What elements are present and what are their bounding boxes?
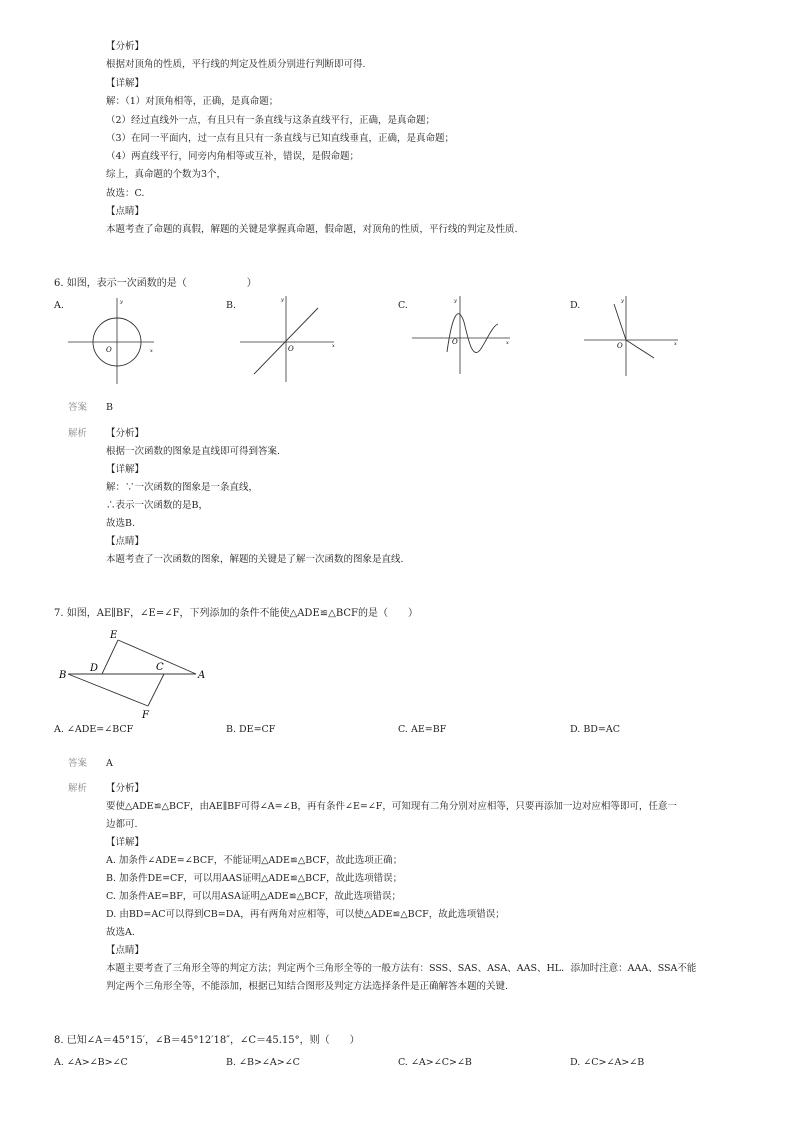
option-b: B. ∠B>∠A>∠C: [226, 1057, 300, 1068]
analysis-tag: 【分析】: [106, 41, 145, 52]
detail-line: 综上，真命题的个数为3个，: [106, 169, 227, 180]
y-axis-label: y: [621, 298, 624, 304]
point-e: E: [110, 630, 118, 641]
point-f: F: [142, 710, 149, 721]
analysis-tag: 【分析】: [106, 783, 145, 794]
y-axis-label: y: [281, 297, 284, 303]
point-b: B: [59, 670, 67, 681]
point-c: C: [156, 662, 164, 673]
detail-tag: 【详解】: [106, 464, 145, 475]
option-d: D. ∠C>∠A>∠B: [570, 1057, 645, 1068]
analysis-text: 根据一次函数的图象是直线即可得到答案.: [106, 446, 281, 457]
x-axis-label: x: [332, 343, 335, 349]
detail-line: （3）在同一平面内，过一点有且只有一条直线与已知直线垂直，正确，是真命题；: [106, 133, 455, 144]
detail-line: 解：（1）对顶角相等，正确，是真命题；: [106, 96, 279, 107]
detail-line: 故选B.: [106, 518, 136, 529]
question-7-stem: 7. 如图，AE∥BF，∠E=∠F，下列添加的条件不能使△ADE≌△BCF的是（ ）: [54, 608, 418, 619]
comment-text: 本题主要考查了三角形全等的判定方法；判定两个三角形全等的一般方法有：SSS、SAS、ASA、AAS、HL．添加时注意：AAA、SSA不能: [106, 963, 697, 974]
detail-line: 解：∵一次函数的图象是一条直线，: [106, 482, 259, 493]
detail-tag: 【详解】: [106, 837, 145, 848]
option-c-label: C.: [398, 300, 408, 311]
answer-value: B: [106, 402, 113, 413]
triangle-figure: [56, 626, 216, 722]
origin-label: O: [106, 346, 112, 354]
explanation-label: 解析: [68, 428, 88, 439]
origin-label: O: [617, 342, 623, 350]
analysis-text: 根据对顶角的性质，平行线的判定及性质分别进行判断即可得.: [106, 59, 366, 70]
option-c: C. ∠A>∠C>∠B: [398, 1057, 472, 1068]
comment-tag: 【点睛】: [106, 945, 145, 956]
option-a: A. ∠ADE=∠BCF: [54, 724, 134, 735]
detail-line: C. 加条件AE=BF，可以用ASA证明△ADE≌△BCF，故此选项错误；: [106, 891, 402, 902]
y-axis-label: y: [120, 299, 123, 305]
option-b-label: B.: [226, 300, 237, 311]
detail-tag: 【详解】: [106, 78, 145, 89]
detail-line: ∴表示一次函数的是B，: [106, 500, 208, 511]
explanation-label: 解析: [68, 783, 88, 794]
comment-text: 本题考查了命题的真假，解题的关键是掌握真命题，假命题，对顶角的性质，平行线的判定及性质.: [106, 224, 518, 235]
comment-tag: 【点睛】: [106, 206, 145, 217]
analysis-text: 边都可.: [106, 819, 138, 830]
option-b: B. DE=CF: [226, 724, 276, 735]
origin-label: O: [452, 338, 458, 346]
x-axis-label: x: [674, 341, 677, 347]
origin-label: O: [288, 345, 294, 353]
detail-line: B. 加条件DE=CF，可以用AAS证明△ADE≌△BCF，故此选项错误；: [106, 873, 403, 884]
answer-label: 答案: [68, 758, 88, 769]
analysis-tag: 【分析】: [106, 428, 145, 439]
detail-line: 故选：C.: [106, 188, 145, 199]
comment-text: 判定两个三角形全等，不能添加，根据已知结合图形及判定方法选择条件是正确解答本题的关键.: [106, 981, 509, 992]
option-a-label: A.: [54, 300, 64, 311]
point-d: D: [90, 663, 99, 674]
question-6-stem: 6. 如图，表示一次函数的是（ ）: [54, 278, 257, 289]
graph-b-line: [240, 294, 340, 386]
detail-line: （2）经过直线外一点，有且只有一条直线与这条直线平行，正确，是真命题；: [106, 115, 436, 126]
graph-a-circle: [68, 294, 168, 386]
answer-value: A: [106, 758, 113, 769]
option-c: C. AE=BF: [398, 724, 447, 735]
graph-c-curve: [412, 294, 512, 376]
point-a: A: [198, 670, 206, 681]
detail-line: （4）两直线平行，同旁内角相等或互补，错误，是假命题；: [106, 151, 360, 162]
detail-line: A. 加条件∠ADE=∠BCF，不能证明△ADE≌△BCF，故此选项正确；: [106, 855, 403, 866]
comment-text: 本题考查了一次函数的图象，解题的关键是了解一次函数的图象是直线.: [106, 554, 404, 565]
x-axis-label: x: [506, 340, 509, 346]
comment-tag: 【点睛】: [106, 536, 145, 547]
detail-line: D. 由BD=AC可以得到CB=DA，再有两角对应相等，可以使△ADE≌△BCF，故此选项错误；: [106, 909, 505, 920]
x-axis-label: x: [150, 348, 153, 354]
y-axis-label: y: [454, 298, 457, 304]
analysis-text: 要使△ADE≌△BCF，由AE∥BF可得∠A=∠B，再有条件∠E=∠F，可知现有二角分别对应相等，只要再添加一边对应相等即可，任意一: [106, 801, 677, 812]
detail-line: 故选A.: [106, 927, 135, 938]
option-d-label: D.: [570, 300, 581, 311]
option-d: D. BD=AC: [570, 724, 621, 735]
graph-d-broken-line: [584, 294, 684, 378]
option-a: A. ∠A>∠B>∠C: [54, 1057, 128, 1068]
question-8-stem: 8. 已知∠A＝45°15′，∠B＝45°12′18″，∠C＝45.15°，则（ ）: [54, 1035, 360, 1046]
answer-label: 答案: [68, 402, 88, 413]
